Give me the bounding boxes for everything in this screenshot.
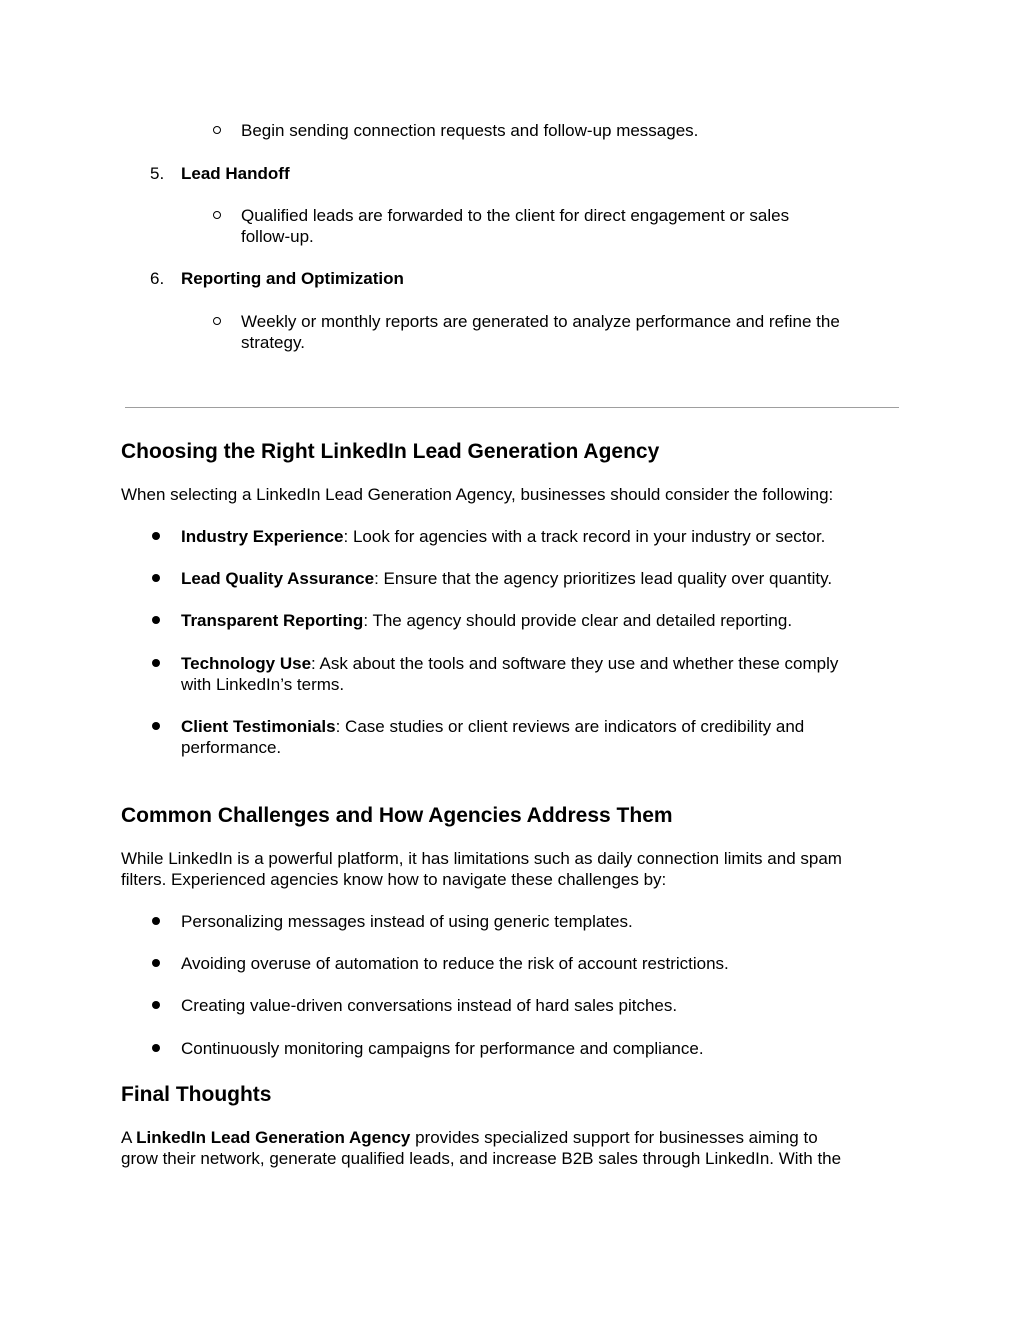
hollow-bullet-icon bbox=[213, 126, 221, 134]
section-heading-challenges: Common Challenges and How Agencies Address Them bbox=[121, 804, 673, 827]
criteria-term: Technology Use bbox=[181, 654, 312, 673]
criteria-text: : Look for agencies with a track record in your industry or sector. bbox=[343, 527, 826, 546]
lead-handoff-detail-line1: Qualified leads are forwarded to the client for direct engagement or sales bbox=[241, 206, 790, 225]
challenge-item: Personalizing messages instead of using generic templates. bbox=[181, 912, 633, 931]
criteria-text: : The agency should provide clear and detailed reporting. bbox=[363, 611, 793, 630]
criteria-term: Transparent Reporting bbox=[181, 611, 364, 630]
lead-handoff-detail-line2: follow-up. bbox=[241, 227, 314, 246]
bullet-icon bbox=[152, 959, 160, 967]
bullet-icon bbox=[152, 722, 160, 730]
challenge-item: Continuously monitoring campaigns for performance and compliance. bbox=[181, 1039, 704, 1058]
reporting-detail-line2: strategy. bbox=[241, 333, 305, 352]
bullet-icon bbox=[152, 659, 160, 667]
hollow-bullet-icon bbox=[213, 211, 221, 219]
final-paragraph-line1 bbox=[121, 1127, 818, 1149]
criteria-item-testimonials bbox=[181, 716, 804, 738]
final-prefix: A bbox=[121, 1128, 137, 1147]
final-rest: provides specialized support for businesses aiming to bbox=[410, 1128, 818, 1147]
challenge-item: Avoiding overuse of automation to reduce the risk of account restrictions. bbox=[181, 954, 729, 973]
challenges-intro-line2: filters. Experienced agencies know how to navigate these challenges by: bbox=[121, 870, 667, 889]
criteria-term: Client Testimonials bbox=[181, 717, 336, 736]
step-title-reporting: Reporting and Optimization bbox=[181, 269, 404, 288]
criteria-item-lead-quality bbox=[181, 568, 832, 590]
criteria-item-testimonials-line2: performance. bbox=[181, 738, 282, 757]
challenges-intro-line1: While LinkedIn is a powerful platform, it has limitations such as daily connection limits and spam bbox=[121, 849, 842, 868]
criteria-item-industry bbox=[181, 526, 825, 548]
horizontal-divider bbox=[125, 407, 899, 408]
criteria-text: : Case studies or client reviews are indicators of credibility and bbox=[335, 717, 805, 736]
list-number-5: 5. bbox=[150, 164, 165, 183]
section-heading-choosing: Choosing the Right LinkedIn Lead Generation Agency bbox=[121, 440, 660, 463]
criteria-term: Industry Experience bbox=[181, 527, 344, 546]
choosing-intro: When selecting a LinkedIn Lead Generation Agency, businesses should consider the following: bbox=[121, 485, 834, 504]
reporting-detail-line1: Weekly or monthly reports are generated to analyze performance and refine the bbox=[241, 312, 840, 331]
bullet-icon bbox=[152, 1001, 160, 1009]
hollow-bullet-icon bbox=[213, 317, 221, 325]
bullet-icon bbox=[152, 616, 160, 624]
criteria-item-technology bbox=[181, 653, 838, 675]
bullet-icon bbox=[152, 574, 160, 582]
list-number-6: 6. bbox=[150, 269, 165, 288]
final-paragraph-line2: grow their network, generate qualified leads, and increase B2B sales through LinkedIn. With the bbox=[121, 1149, 842, 1168]
list-item-begin-sending: Begin sending connection requests and follow-up messages. bbox=[241, 121, 699, 140]
final-bold-term: LinkedIn Lead Generation Agency bbox=[136, 1128, 411, 1147]
criteria-text: : Ask about the tools and software they use and whether these comply bbox=[311, 654, 839, 673]
criteria-text: : Ensure that the agency prioritizes lead quality over quantity. bbox=[374, 569, 833, 588]
criteria-item-reporting bbox=[181, 610, 792, 632]
challenge-item: Creating value-driven conversations instead of hard sales pitches. bbox=[181, 996, 678, 1015]
bullet-icon bbox=[152, 917, 160, 925]
criteria-term: Lead Quality Assurance bbox=[181, 569, 375, 588]
criteria-item-technology-line2: with LinkedIn’s terms. bbox=[181, 675, 345, 694]
section-heading-final: Final Thoughts bbox=[121, 1083, 272, 1106]
bullet-icon bbox=[152, 1044, 160, 1052]
bullet-icon bbox=[152, 532, 160, 540]
step-title-lead-handoff: Lead Handoff bbox=[181, 164, 290, 183]
